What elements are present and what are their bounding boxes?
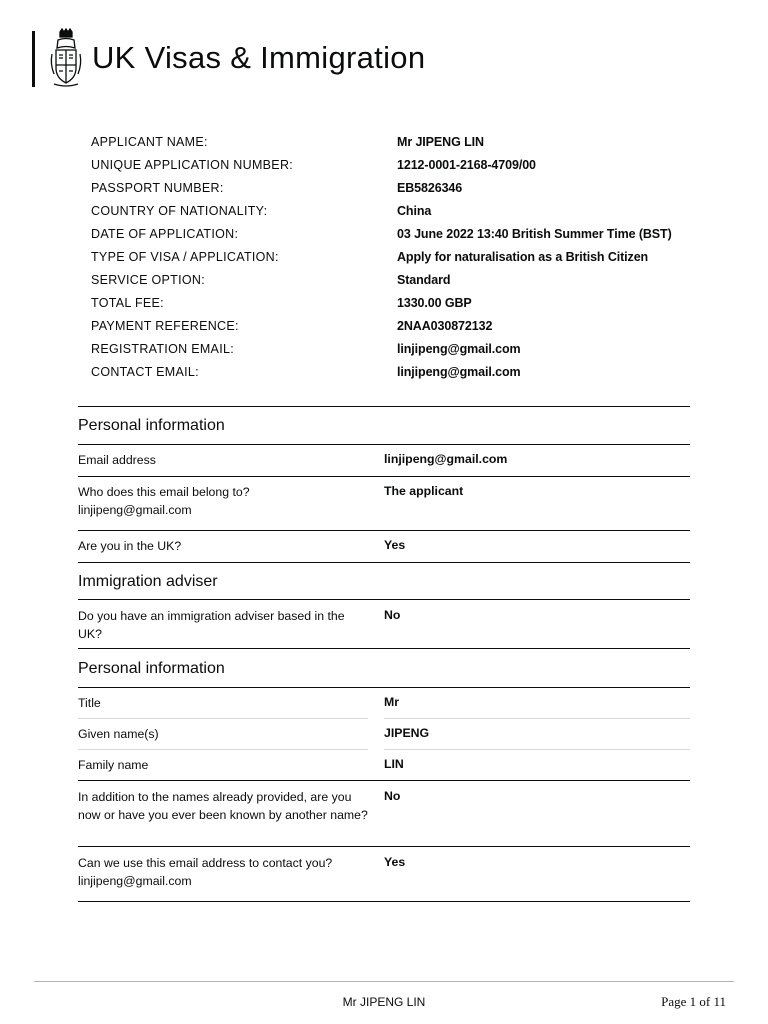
summary-value: China <box>397 203 432 218</box>
summary-label: APPLICANT NAME: <box>91 134 208 149</box>
summary-row <box>91 153 711 176</box>
footer-divider <box>34 981 734 982</box>
summary-value: Mr JIPENG LIN <box>397 134 484 149</box>
summary-label: TOTAL FEE: <box>91 295 164 310</box>
row-divider <box>78 749 368 750</box>
summary-label: PAYMENT REFERENCE: <box>91 318 239 333</box>
row-value: LIN <box>384 757 404 771</box>
row-label: Do you have an immigration adviser based in the UK? <box>78 609 345 641</box>
row-value: Yes <box>384 855 406 869</box>
summary-value: Apply for naturalisation as a British Citizen <box>397 249 649 264</box>
section-divider <box>78 444 690 445</box>
row-value: JIPENG <box>384 726 430 740</box>
summary-row <box>91 337 711 360</box>
summary-row <box>91 176 711 199</box>
row-divider <box>78 718 368 719</box>
section-divider <box>78 687 690 688</box>
summary-value: Standard <box>397 272 451 287</box>
summary-label: PASSPORT NUMBER: <box>91 180 224 195</box>
summary-row <box>91 360 711 383</box>
row-label: Given name(s) <box>78 727 159 741</box>
section-divider <box>78 901 690 902</box>
row-value: Mr <box>384 695 400 709</box>
section-heading-personal-information: Personal information <box>78 417 225 434</box>
page-number: Page 1 of 11 <box>661 994 726 1009</box>
footer-applicant-name: Mr JIPENG LIN <box>342 995 426 1009</box>
summary-label: COUNTRY OF NATIONALITY: <box>91 203 268 218</box>
summary-label: TYPE OF VISA / APPLICATION: <box>91 249 279 264</box>
row-label: In addition to the names already provided, are you now or have you ever been known by another name? <box>78 790 368 822</box>
section-divider <box>78 599 690 600</box>
row-label: Family name <box>78 758 149 772</box>
royal-coat-of-arms-icon <box>48 28 84 88</box>
section-heading-personal-information: Personal information <box>78 660 225 677</box>
section-divider <box>78 648 690 649</box>
summary-label: CONTACT EMAIL: <box>91 364 199 379</box>
row-divider <box>78 846 690 847</box>
row-label: Who does this email belong to? linjipeng@gmail.com <box>78 485 250 517</box>
summary-row <box>91 222 711 245</box>
section-heading-immigration-adviser: Immigration adviser <box>78 573 218 590</box>
row-value: linjipeng@gmail.com <box>384 452 508 466</box>
summary-label: REGISTRATION EMAIL: <box>91 341 234 356</box>
section-divider <box>78 562 690 563</box>
summary-row <box>91 314 711 337</box>
summary-row <box>91 130 711 153</box>
brand-title: UK Visas & Immigration <box>92 40 426 75</box>
row-label: Are you in the UK? <box>78 539 182 553</box>
summary-value: 03 June 2022 13:40 British Summer Time (BST) <box>397 226 672 241</box>
row-divider <box>78 780 690 781</box>
application-summary <box>91 130 711 383</box>
summary-label: UNIQUE APPLICATION NUMBER: <box>91 157 294 172</box>
row-divider <box>78 476 690 477</box>
row-value: The applicant <box>384 484 464 498</box>
row-label: Can we use this email address to contact you? linjipeng@gmail.com <box>78 856 333 888</box>
summary-value: 1330.00 GBP <box>397 295 472 310</box>
summary-value: linjipeng@gmail.com <box>397 364 521 379</box>
summary-value: 2NAA030872132 <box>397 318 493 333</box>
row-divider <box>384 749 690 750</box>
section-divider <box>78 406 690 407</box>
summary-value: EB5826346 <box>397 180 463 195</box>
summary-label: SERVICE OPTION: <box>91 272 206 287</box>
summary-value: 1212-0001-2168-4709/00 <box>397 157 536 172</box>
row-value: Yes <box>384 538 406 552</box>
summary-value: linjipeng@gmail.com <box>397 341 521 356</box>
page-header <box>32 28 732 88</box>
row-value: No <box>384 789 401 803</box>
summary-row <box>91 268 711 291</box>
summary-row <box>91 245 711 268</box>
summary-label: DATE OF APPLICATION: <box>91 226 239 241</box>
row-divider <box>78 530 690 531</box>
row-label: Email address <box>78 453 156 467</box>
summary-row <box>91 291 711 314</box>
row-value: No <box>384 608 401 622</box>
row-divider <box>384 718 690 719</box>
header-accent-bar <box>32 31 35 87</box>
row-label: Title <box>78 696 101 710</box>
summary-row <box>91 199 711 222</box>
